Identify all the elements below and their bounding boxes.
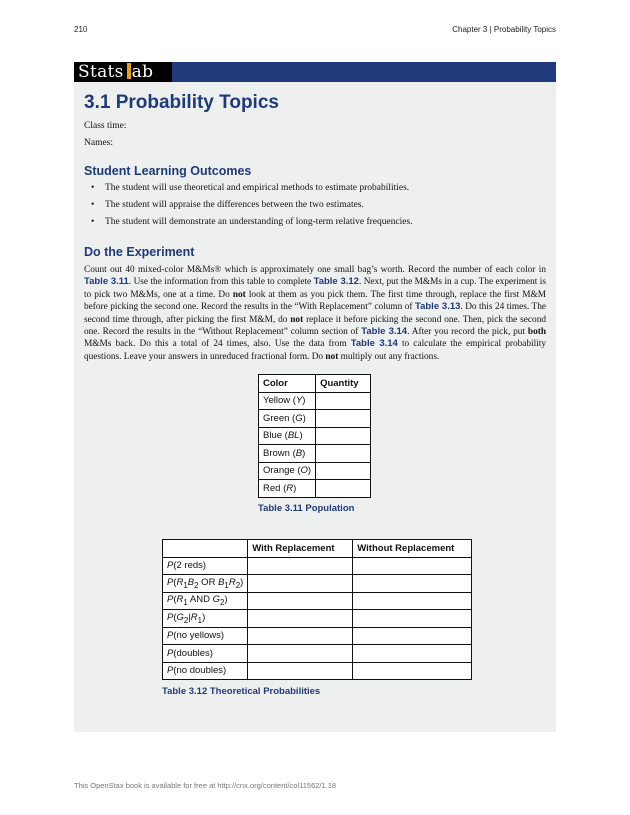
table-row: P(2 reds) xyxy=(163,557,472,575)
answer-cell[interactable] xyxy=(248,557,353,575)
answer-cell[interactable] xyxy=(353,575,472,593)
answer-cell[interactable] xyxy=(353,592,472,610)
list-item: • The student will demonstrate an understanding of long-term relative frequencies. xyxy=(91,217,413,234)
table-row: P(no doubles) xyxy=(163,662,472,680)
stats-lab-banner xyxy=(74,62,556,82)
population-caption: Table 3.11 Population xyxy=(258,503,355,514)
table-row: Green (G) xyxy=(259,410,371,428)
table-row: Orange (O) xyxy=(259,462,371,480)
experiment-heading: Do the Experiment xyxy=(84,245,195,259)
population-table xyxy=(258,374,371,498)
answer-cell[interactable] xyxy=(353,610,472,628)
table-header-row xyxy=(259,375,371,393)
theoretical-caption: Table 3.12 Theoretical Probabilities xyxy=(162,686,321,697)
table-row: P(doubles) xyxy=(163,645,472,663)
blank-header xyxy=(163,540,248,558)
stats-lab-logo xyxy=(74,62,172,82)
names-label: Names: xyxy=(84,138,114,148)
table-header-row xyxy=(163,540,472,558)
quantity-cell[interactable] xyxy=(316,410,371,428)
table-link[interactable]: Table 3.11 xyxy=(84,276,129,288)
answer-cell[interactable] xyxy=(353,645,472,663)
page-number: 210 xyxy=(74,25,88,34)
theoretical-table xyxy=(162,539,472,680)
table-link[interactable]: Table 3.12 xyxy=(313,276,359,288)
table-row: $P(G_2|R_1)$ xyxy=(163,610,472,628)
with-replacement-header: With Replacement xyxy=(248,540,353,558)
logo-text-left: Stats xyxy=(78,62,124,82)
table-row: $P(R_1B_2$ OR $B_1R_2$) xyxy=(163,575,472,593)
quantity-cell[interactable] xyxy=(316,480,371,498)
page-title: 3.1 Probability Topics xyxy=(84,92,279,113)
quantity-cell[interactable] xyxy=(316,392,371,410)
logo-text-right: ab xyxy=(131,62,154,82)
answer-cell[interactable] xyxy=(248,645,353,663)
answer-cell[interactable] xyxy=(248,575,353,593)
table-row: Yellow (Y) xyxy=(259,392,371,410)
list-item: • The student will appraise the differences between the two estimates. xyxy=(91,200,413,217)
table-row: Blue (BL) xyxy=(259,427,371,445)
table-link[interactable]: Table 3.14 xyxy=(361,326,408,338)
logo-bar-icon xyxy=(127,63,131,79)
answer-cell[interactable] xyxy=(353,662,472,680)
answer-cell[interactable] xyxy=(248,627,353,645)
table-row: P(no yellows) xyxy=(163,627,472,645)
answer-cell[interactable] xyxy=(248,592,353,610)
chapter-header: Chapter 3 | Probability Topics xyxy=(452,25,556,34)
answer-cell[interactable] xyxy=(248,662,353,680)
quantity-header: Quantity xyxy=(316,375,371,393)
footer-text: This OpenStax book is available for free at http://cnx.org/content/col11562/1.18 xyxy=(74,781,337,790)
quantity-cell[interactable] xyxy=(316,445,371,463)
outcomes-heading: Student Learning Outcomes xyxy=(84,164,252,178)
answer-cell[interactable] xyxy=(353,557,472,575)
table-row: $P(R_1$ AND $G_2$) xyxy=(163,592,472,610)
table-link[interactable]: Table 3.14 xyxy=(350,338,398,350)
class-time-label: Class time: xyxy=(84,121,127,131)
table-row: Brown (B) xyxy=(259,445,371,463)
table-row: Red (R) xyxy=(259,480,371,498)
without-replacement-header: Without Replacement xyxy=(353,540,472,558)
list-item: • The student will use theoretical and empirical methods to estimate probabilities. xyxy=(91,183,413,200)
experiment-paragraph: Count out 40 mixed-color M&Ms® which is approximately one small bag’s worth. Record the number of each color in Table 3.11. Use the information from this table to complete Table 3.12. Next, put the M&Ms in a cup. The experiment is to pick two M&Ms, one at a time. Do not look at them as you pick them. The first time through, replace the first M&M before picking the second one. Record the results in the “With Replacement” column of Table 3.13. Do this 24 times. The second time through, after picking the first M&M, do not replace it before picking the second one. Then, pick the second one. Record the results in the “Without Replacement” column section of Table 3.14. After you record the pick, put both M&Ms back. Do this a total of 24 times, also. Use the data from Table 3.14 to calculate the empirical probability questions. Leave your answers in unreduced fractional form. Do not multiply out any fractions. xyxy=(84,265,546,362)
color-header: Color xyxy=(259,375,316,393)
table-link[interactable]: Table 3.13 xyxy=(415,301,461,313)
answer-cell[interactable] xyxy=(248,610,353,628)
answer-cell[interactable] xyxy=(353,627,472,645)
outcomes-list xyxy=(91,183,413,234)
quantity-cell[interactable] xyxy=(316,427,371,445)
quantity-cell[interactable] xyxy=(316,462,371,480)
